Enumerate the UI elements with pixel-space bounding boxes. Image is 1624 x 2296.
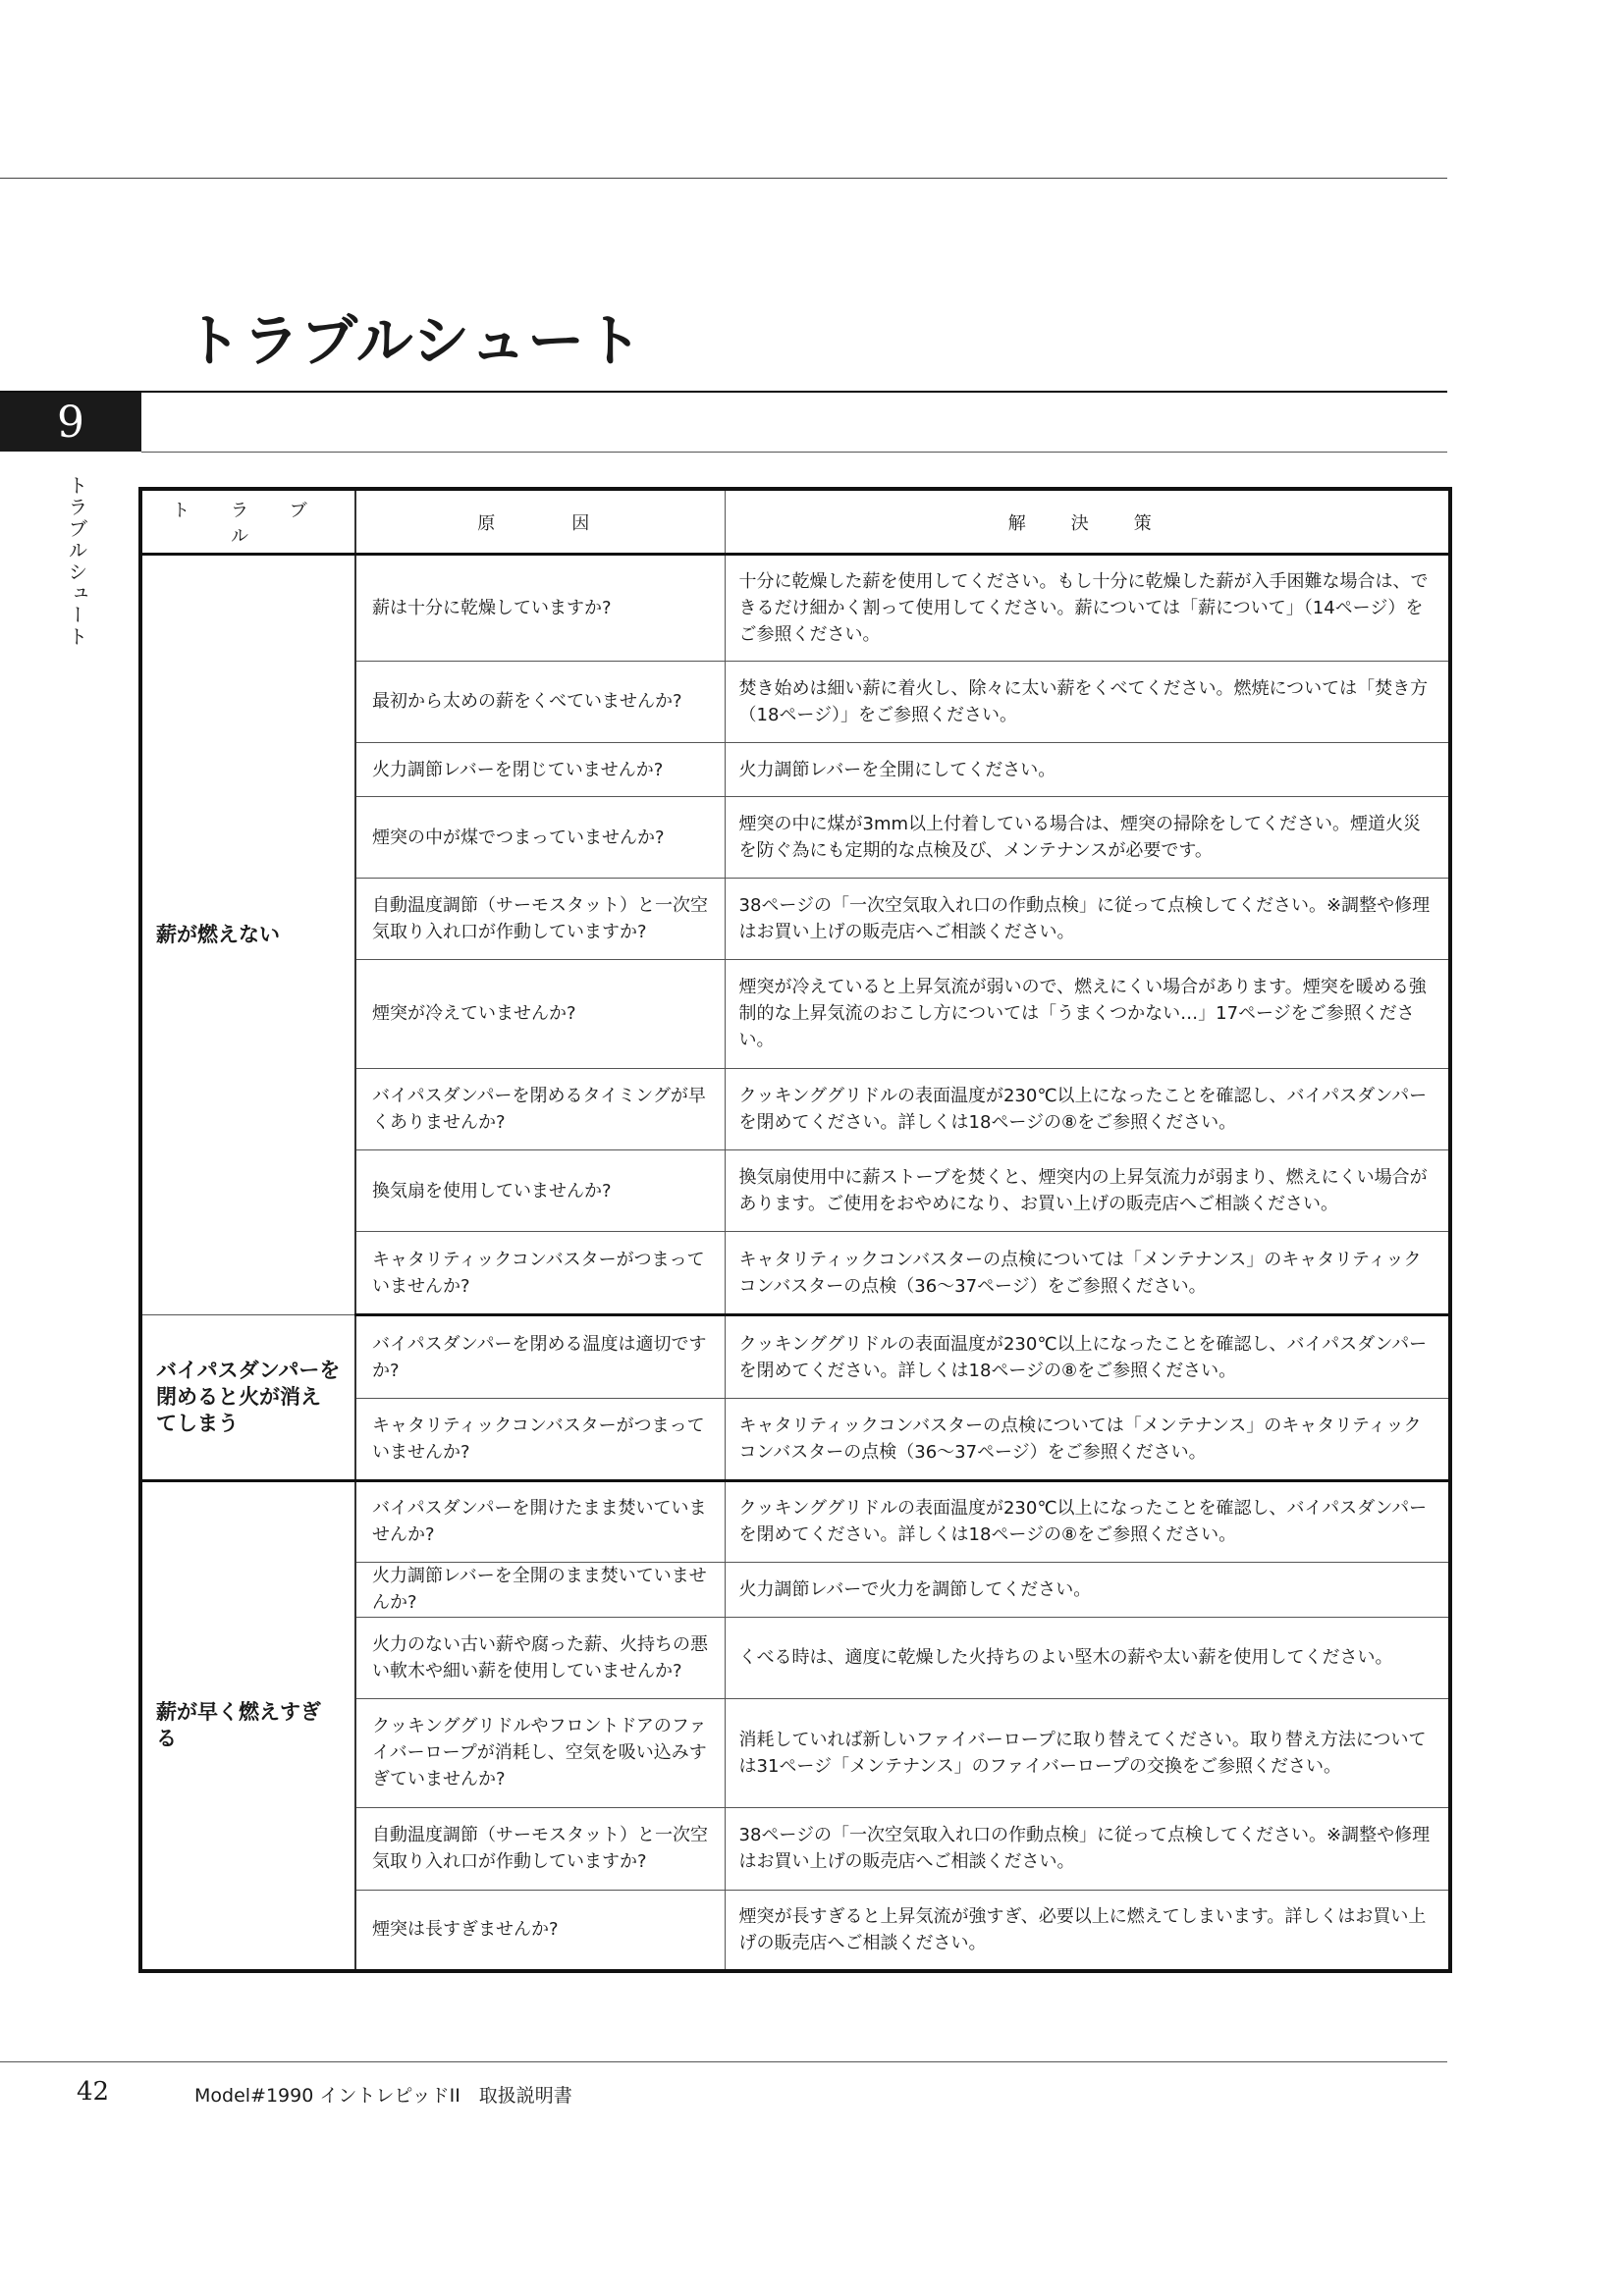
cause-cell: 自動温度調節（サーモスタット）と一次空気取り入れ口が作動していますか? [355,1807,725,1890]
cause-cell: 煙突は長すぎませんか? [355,1890,725,1971]
cause-cell: 最初から太めの薪をくべていませんか? [355,662,725,743]
table-header-row [140,489,1450,555]
cause-cell: バイパスダンパーを開けたまま焚いていませんか? [355,1480,725,1562]
troubleshooting-table [138,487,1452,1973]
header-cause: 原 因 [355,489,725,555]
chapter-band-rule [141,452,1447,453]
table-row [140,1315,1450,1399]
solution-cell: 消耗していれば新しいファイバーロープに取り替えてください。取り替え方法については31ページ「メンテナンス」のファイバーロープの交換をご参照ください。 [725,1698,1450,1807]
solution-cell: くべる時は、適度に乾燥した火持ちのよい堅木の薪や太い薪を使用してください。 [725,1618,1450,1699]
solution-cell: キャタリティックコンバスターの点検については「メンテナンス」のキャタリティックコンバスターの点検（36〜37ページ）をご参照ください。 [725,1232,1450,1315]
footer-rule [0,2061,1447,2062]
cause-cell: キャタリティックコンバスターがつまっていませんか? [355,1232,725,1315]
cause-cell: 煙突の中が煤でつまっていませんか? [355,797,725,879]
cause-cell: 火力調節レバーを閉じていませんか? [355,742,725,797]
solution-cell: 煙突の中に煤が3mm以上付着している場合は、煙突の掃除をしてください。煙道火災を防ぐ為にも定期的な点検及び、メンテナンスが必要です。 [725,797,1450,879]
solution-cell: クッキンググリドルの表面温度が230℃以上になったことを確認し、バイパスダンパーを閉めてください。詳しくは18ページの⑧をご参照ください。 [725,1480,1450,1562]
cause-cell: 換気扇を使用していませんか? [355,1149,725,1232]
cause-cell: バイパスダンパーを閉めるタイミングが早くありませんか? [355,1068,725,1149]
trouble-cell: 薪が早く燃えすぎる [140,1480,355,1971]
solution-cell: 十分に乾燥した薪を使用してください。もし十分に乾燥した薪が入手困難な場合は、できるだけ細かく割って使用してください。薪については「薪について」（14ページ）をご参照ください。 [725,555,1450,662]
cause-cell: 煙突が冷えていませんか? [355,959,725,1068]
solution-cell: 換気扇使用中に薪ストーブを焚くと、煙突内の上昇気流力が弱まり、燃えにくい場合があります。ご使用をおやめになり、お買い上げの販売店へご相談ください。 [725,1149,1450,1232]
cause-cell: 薪は十分に乾燥していますか? [355,555,725,662]
solution-cell: 火力調節レバーで火力を調節してください。 [725,1562,1450,1618]
solution-cell: 煙突が長すぎると上昇気流が強すぎ、必要以上に燃えてしまいます。詳しくはお買い上げの販売店へご相談ください。 [725,1890,1450,1971]
solution-cell: クッキンググリドルの表面温度が230℃以上になったことを確認し、バイパスダンパーを閉めてください。詳しくは18ページの⑧をご参照ください。 [725,1315,1450,1399]
side-section-label: トラブルシュート [65,475,88,648]
header-solution: 解 決 策 [725,489,1450,555]
trouble-cell: バイパスダンパーを閉めると火が消えてしまう [140,1315,355,1481]
solution-cell: 38ページの「一次空気取入れ口の作動点検」に従って点検してください。※調整や修理はお買い上げの販売店へご相談ください。 [725,1807,1450,1890]
title-rule [0,391,1447,393]
solution-cell: クッキンググリドルの表面温度が230℃以上になったことを確認し、バイパスダンパーを閉めてください。詳しくは18ページの⑧をご参照ください。 [725,1068,1450,1149]
solution-cell: 火力調節レバーを全開にしてください。 [725,742,1450,797]
cause-cell: キャタリティックコンバスターがつまっていませんか? [355,1398,725,1480]
cause-cell: 自動温度調節（サーモスタット）と一次空気取り入れ口が作動していますか? [355,879,725,960]
solution-cell: 煙突が冷えていると上昇気流が弱いので、燃えにくい場合があります。煙突を暖める強制的な上昇気流のおこし方については「うまくつかない…」17ページをご参照ください。 [725,959,1450,1068]
manual-title: Model#1990 イントレピッドII 取扱説明書 [194,2085,572,2107]
page-number: 42 [77,2077,110,2107]
solution-cell: キャタリティックコンバスターの点検については「メンテナンス」のキャタリティックコンバスターの点検（36〜37ページ）をご参照ください。 [725,1398,1450,1480]
page-title: トラブルシュート [185,307,644,374]
cause-cell: バイパスダンパーを閉める温度は適切ですか? [355,1315,725,1399]
cause-cell: 火力のない古い薪や腐った薪、火持ちの悪い軟木や細い薪を使用していませんか? [355,1618,725,1699]
solution-cell: 焚き始めは細い薪に着火し、除々に太い薪をくべてください。燃焼については「焚き方（18ページ）」をご参照ください。 [725,662,1450,743]
top-rule [0,178,1447,179]
solution-cell: 38ページの「一次空気取入れ口の作動点検」に従って点検してください。※調整や修理はお買い上げの販売店へご相談ください。 [725,879,1450,960]
cause-cell: クッキンググリドルやフロントドアのファイバーロープが消耗し、空気を吸い込みすぎていませんか? [355,1698,725,1807]
table-row [140,1480,1450,1562]
table-row [140,555,1450,662]
cause-cell: 火力調節レバーを全開のまま焚いていませんか? [355,1562,725,1618]
trouble-cell: 薪が燃えない [140,555,355,1315]
chapter-number-badge: 9 [0,393,141,452]
header-trouble: ト ラ ブ ル [140,489,355,555]
